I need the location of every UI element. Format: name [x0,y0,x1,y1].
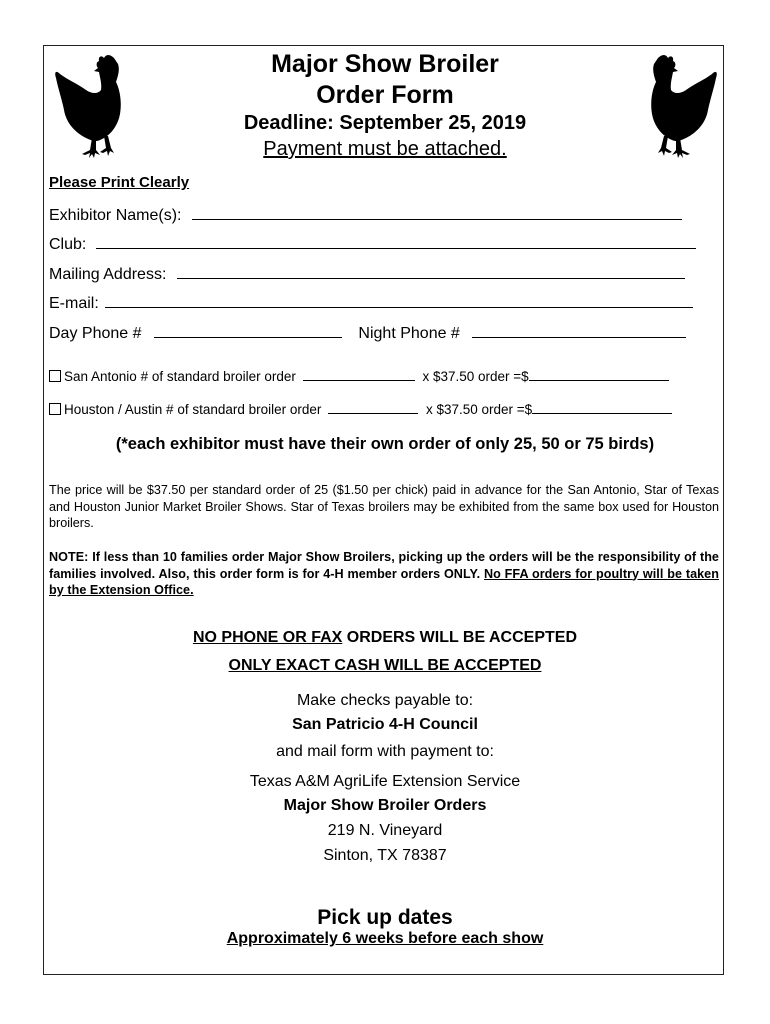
san-antonio-checkbox[interactable] [49,370,61,382]
san-antonio-price: x $37.50 order =$ [422,369,529,384]
phone-row [49,323,686,343]
price-paragraph: The price will be $37.50 per standard order of 25 ($1.50 per chick) paid in advance for the San Antonio, Star of Texas and Houston Junior Market Broiler Shows. Star of Texas broilers may be exhibited from the same box used for Houston broilers. [49,483,719,530]
mailing-address-row [49,264,685,284]
club-row [49,234,696,254]
san-antonio-quantity-field[interactable] [303,368,415,381]
mailing-address-label: Mailing Address: [49,266,167,283]
houston-order-row [49,401,672,417]
houston-checkbox[interactable] [49,403,61,415]
title-line2: Order Form [316,81,454,109]
email-row [49,293,693,313]
san-antonio-total-field[interactable] [529,368,669,381]
club-label: Club: [49,236,87,253]
night-phone-label: Night Phone # [358,325,460,342]
night-phone-field[interactable] [472,323,686,338]
houston-price: x $37.50 order =$ [425,402,533,417]
dept-name: Major Show Broiler Orders [283,797,487,814]
print-clearly: Please Print Clearly [49,174,190,191]
deadline: Deadline: September 25, 2019 [243,112,527,134]
phone-fax-rest: ORDERS WILL BE ACCEPTED [342,629,578,646]
phone-fax-notice [0,629,770,647]
street-address: 219 N. Vineyard [327,822,443,839]
houston-label: Houston / Austin # of standard broiler order [64,402,322,417]
san-antonio-label: San Antonio # of standard broiler order [64,369,296,384]
pickup-subtitle: Approximately 6 weeks before each show [226,930,544,947]
note-text: NOTE: If less than 10 families order Major Show Broilers, picking up the orders will be the responsibility of the families involved. Also, this order form is for 4-H member orders ONLY. [49,550,719,581]
phone-fax-underlined: NO PHONE OR FAX [192,629,343,646]
exhibitor-name-label: Exhibitor Name(s): [49,207,182,224]
payment-attached: Payment must be attached. [263,138,507,160]
mailing-address-field[interactable] [177,264,685,279]
club-field[interactable] [96,234,696,249]
email-field[interactable] [105,293,693,308]
exhibitor-name-field[interactable] [192,205,682,220]
city-address: Sinton, TX 78387 [323,847,447,864]
checks-payable: Make checks payable to: [296,692,474,709]
pickup-title: Pick up dates [317,906,453,929]
exhibitor-name-row [49,205,682,225]
day-phone-field[interactable] [154,323,342,338]
houston-total-field[interactable] [532,401,672,414]
san-antonio-order-row [49,368,669,384]
note-paragraph [49,549,719,599]
title-line1: Major Show Broiler [271,50,499,78]
exhibitor-note: (*each exhibitor must have their own order of only 25, 50 or 75 birds) [115,435,655,453]
email-label: E-mail: [49,295,99,312]
note-ffa: No FFA orders for poultry will be taken by the Extension Office. [49,566,719,597]
mail-form: and mail form with payment to: [276,743,494,760]
payee: San Patricio 4-H Council [292,716,478,733]
houston-quantity-field[interactable] [328,401,418,414]
org-name: Texas A&M AgriLife Extension Service [249,773,521,790]
day-phone-label: Day Phone # [49,325,142,342]
cash-notice: ONLY EXACT CASH WILL BE ACCEPTED [228,657,542,674]
